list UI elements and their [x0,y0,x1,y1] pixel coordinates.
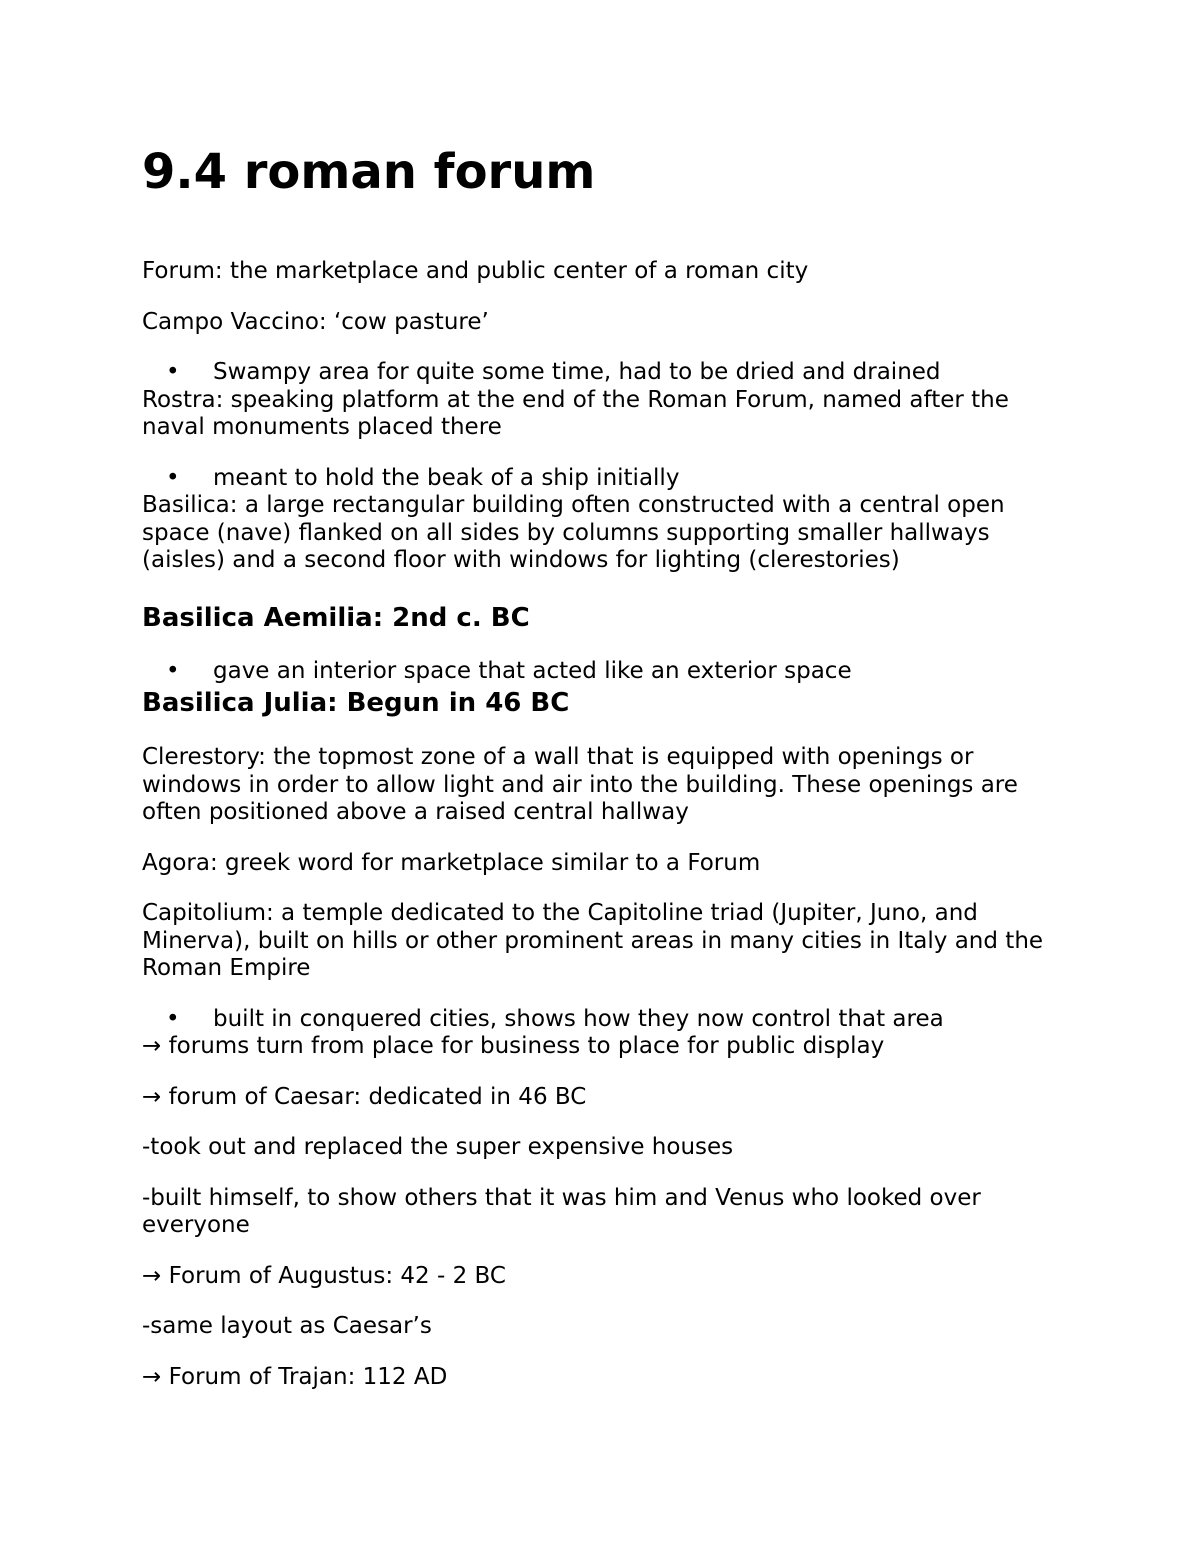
note-forum-of-augustus: → Forum of Augustus: 42 - 2 BC [142,1262,506,1289]
page-title: 9.4 roman forum [142,144,596,200]
bullet-item [142,1006,1052,1034]
definition-forum: Forum: the marketplace and public center of a roman city [142,258,809,284]
bullet-text: gave an interior space that acted like an exterior space [213,657,852,684]
bullet-icon: • [166,657,180,684]
note-forum-of-trajan: → Forum of Trajan: 112 AD [142,1363,448,1390]
definition-basilica: Basilica: a large rectangular building often constructed with a central open space (nave) flanked on all sides by columns supporting smaller hallways (aisles) and a second floor with windows for lighting (clerestories) [142,492,1005,573]
bullet-text: Swampy area for quite some time, had to be dried and drained [213,359,941,385]
bullet-item [142,658,1052,686]
definition-capitolium: Capitolium: a temple dedicated to the Capitoline triad (Jupiter, Juno, and Minerva), built on hills or other prominent areas in many cities in Italy and the Roman Empire [142,900,1044,981]
definition-campo-vaccino: Campo Vaccino: ‘cow pasture’ [142,308,489,335]
note-same-layout: -same layout as Caesar’s [142,1313,432,1339]
definition-clerestory: Clerestory: the topmost zone of a wall that is equipped with openings or windows in order to allow light and air into the building. These openings are often positioned above a raised central hallway [142,744,1018,825]
note-built-himself: -built himself, to show others that it was him and Venus who looked over everyone [142,1184,981,1238]
bullet-text: meant to hold the beak of a ship initially [213,464,680,491]
bullet-icon: • [166,359,180,385]
document-body [142,258,1052,1391]
bullet-item [142,359,1052,387]
bullet-icon: • [166,1005,180,1032]
heading-basilica-julia: Basilica Julia: Begun in 46 BC [142,688,570,718]
heading-basilica-aemilia: Basilica Aemilia: 2nd c. BC [142,602,530,633]
definition-agora: Agora: greek word for marketplace similar to a Forum [142,849,761,876]
note-forums-turn: → forums turn from place for business to place for public display [142,1033,885,1059]
definition-rostra: Rostra: speaking platform at the end of the Roman Forum, named after the naval monuments placed there [142,386,1009,440]
bullet-item [142,465,1052,493]
bullet-text: built in conquered cities, shows how they now control that area [213,1005,944,1032]
bullet-icon: • [166,464,180,491]
note-forum-of-caesar: → forum of Caesar: dedicated in 46 BC [142,1083,587,1110]
note-replaced-houses: -took out and replaced the super expensive houses [142,1134,734,1160]
